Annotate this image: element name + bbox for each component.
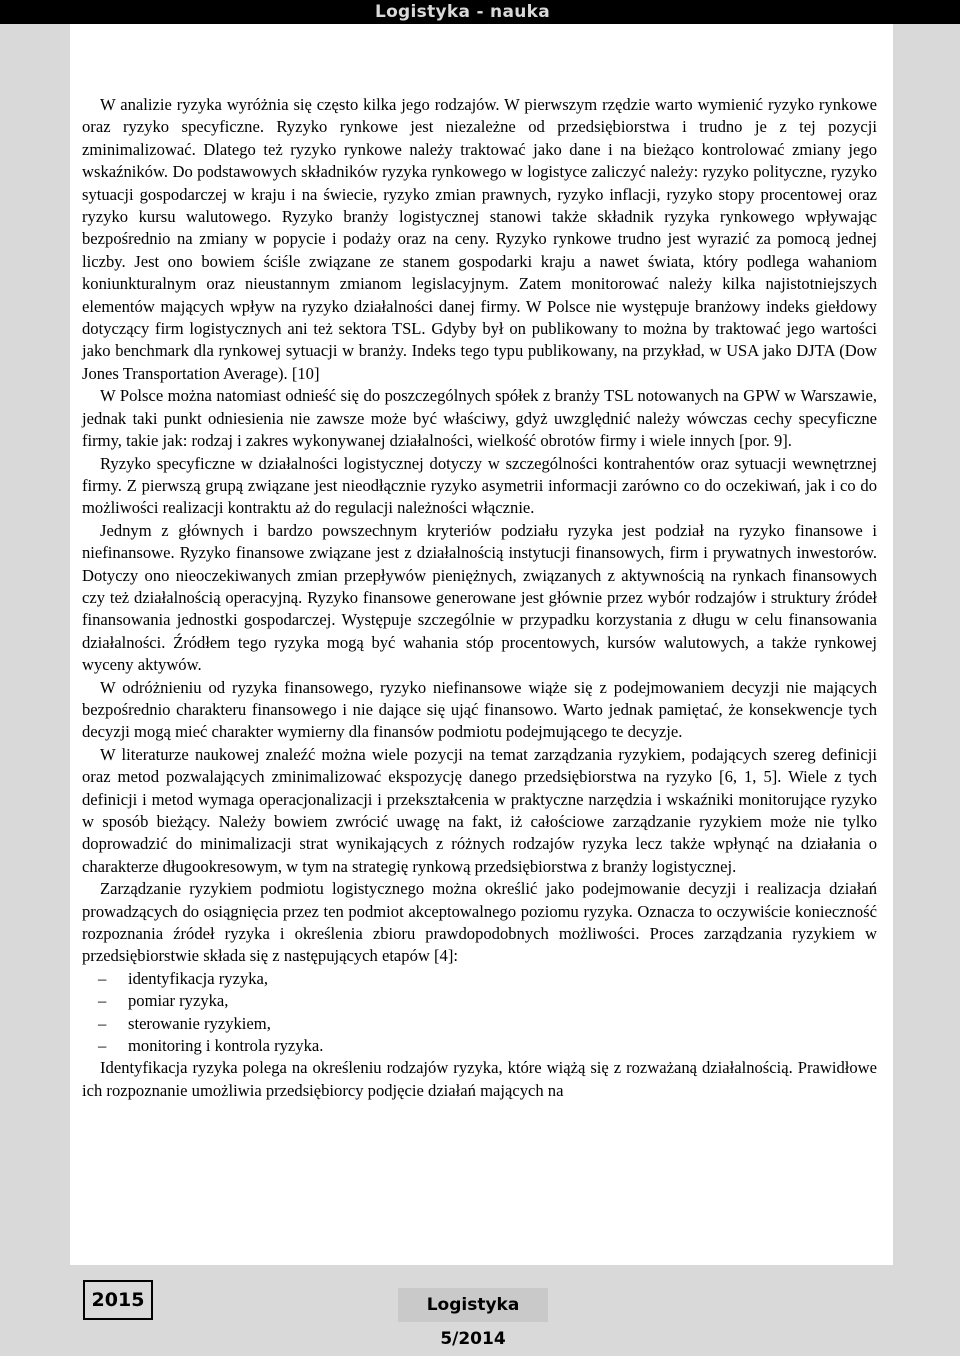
list-dash: –	[98, 1013, 107, 1033]
journal-issue-box	[398, 1288, 548, 1349]
list-dash: –	[98, 1036, 107, 1056]
paragraph-4: Jednym z głównych i bardzo powszechnym kryteriów podziału ryzyka jest podział na ryzyko finansowe i niefinansowe. Ryzyko finansowe związane jest z działalnością instytucji finansowych, firm i prywatnych inwestorów. Dotyczy ono nieoczekiwanych zmian przepływów pieniężnych, związanych z aktywnością na rynkach finansowych czy też działalnością operacyjną. Ryzyko finansowe generowane jest głównie przez wybór rodzajów i struktury źródeł finansowania jednostki gospodarczej. Występuje szczególnie w przypadku korzystania z długu w celu finansowania działalności. Źródłem tego ryzyka mogą być wahania stóp procentowych, kursów walutowych, a także rynkowej wyceny aktywów.	[82, 520, 877, 675]
footer-journal: Logistyka 5/2014	[426, 1295, 520, 1349]
list-dash: –	[98, 968, 107, 988]
paragraph-5: W odróżnieniu od ryzyka finansowego, ryzyko niefinansowe wiąże się z podejmowaniem decyzji nie mających bezpośrednio charakteru finansowego i nie dające się ująć finansowo. Warto jednak pamiętać, że konsekwencje tych decyzji mogą mieć charakter wymierny dla finansów podmiotu podejmującego te decyzje.	[82, 677, 877, 742]
article-body	[82, 94, 877, 1102]
list-item	[82, 1013, 877, 1035]
list-item-text: pomiar ryzyka,	[128, 991, 229, 1011]
paragraph-7: Zarządzanie ryzykiem podmiotu logistycznego można określić jako podejmowanie decyzji i realizacja działań prowadzących do osiągnięcia przez ten podmiot akceptowalnego poziomu ryzyka. Oznacza to oczywiście konieczność rozpoznania źródeł ryzyka i określenia zbioru prawdopodobnych możliwości. Proces zarządzania ryzykiem w przedsiębiorstwie składa się z następujących etapów [4]:	[82, 879, 877, 966]
page-year-box	[83, 1280, 153, 1320]
paragraph-2: W Polsce można natomiast odnieść się do poszczególnych spółek z branży TSL notowanych na GPW w Warszawie, jednak taki punkt odniesienia nie zawsze może być właściwy, gdyż uwzględnić należy wówczas cechy specyficzne firmy, takie jak: rodzaj i zakres wykonywanej działalności, wielkość obrotów firmy i wiele innych [por. 9].	[82, 386, 877, 451]
list-item-text: identyfikacja ryzyka,	[128, 968, 269, 988]
list-item	[82, 968, 877, 990]
footer-year: 2015	[91, 1289, 145, 1311]
header-title: Logistyka - nauka	[374, 2, 550, 22]
paragraph-8: Identyfikacja ryzyka polega na określeniu rodzajów ryzyka, które wiążą się z rozważaną działalnością. Prawidłowe ich rozpoznanie umożliwia przedsiębiorcy podjęcie działań mających na	[82, 1058, 877, 1100]
list-item	[82, 1035, 877, 1057]
list-item-text: monitoring i kontrola ryzyka.	[128, 1036, 324, 1056]
paragraph-1: W analizie ryzyka wyróżnia się często kilka jego rodzajów. W pierwszym rzędzie warto wymienić ryzyko rynkowe oraz ryzyko specyficzne. Ryzyko rynkowe jest niezależne od przedsiębiorstwa i trudno je z tej pozycji zminimalizować. Dlatego też ryzyko rynkowe należy traktować jako dane i na bieżąco kontrolować zmiany jego wskaźników. Do podstawowych składników ryzyka rynkowego w logistyce zaliczyć należy: ryzyko polityczne, ryzyko sytuacji gospodarczej w kraju i na świecie, ryzyko zmian prawnych, ryzyko inflacji, ryzyko stopy procentowej oraz ryzyko kursu walutowego. Ryzyko branży logistycznej stanowi także składnik ryzyka rynkowego wpływając bezpośrednio na zmiany w popycie i podaży oraz na ceny. Ryzyko rynkowe trudno jest wyrazić za pomocą jednej liczby. Jest ono bowiem ściśle związane ze stanem gospodarki kraju a nawet świata, który podlega wahaniom koniunkturalnym oraz nieustannym zmianom legislacyjnym. Zatem monitorować należy kilka najistotniejszych elementów mających wpływ na ryzyko działalności danej firmy. W Polsce nie występuje branżowy indeks giełdowy dotyczący firm logistycznych ani też sektora TSL. Gdyby był on publikowany to można by traktować jego wartości jako benchmark dla rynkowej sytuacji w branży. Indeks tego typu publikowany, na przykład, w USA jako DJTA (Dow Jones Transportation Average). [10]	[82, 95, 877, 383]
paragraph-6: W literaturze naukowej znaleźć można wiele pozycji na temat zarządzania ryzykiem, podających szereg definicji oraz metod pozwalających zminimalizować ekspozycję danego przedsiębiorstwa na ryzyko [6, 1, 5]. Wiele z tych definicji i metod wymaga operacjonalizacji i przekształcenia w praktyczne narzędzia i wskaźniki monitorujące ryzyko w sposób bieżący. Należy bowiem zwrócić uwagę na fakt, iż całościowe zarządzanie ryzykiem może nie tylko doprowadzić do minimalizacji strat wynikających z różnych rodzajów ryzyka lecz także wpłynąć na działania o charakterze długookresowym, w tym na strategię rynkową przedsiębiorstwa z branży logistycznej.	[82, 744, 877, 876]
process-stages-list	[82, 968, 877, 1058]
list-dash: –	[98, 991, 107, 1011]
list-item	[82, 990, 877, 1012]
paragraph-3: Ryzyko specyficzne w działalności logistycznej dotyczy w szczególności kontrahentów oraz sytuacji wewnętrznej firmy. Z pierwszą grupą związane jest nieodłącznie ryzyko asymetrii informacji zarówno co do oczekiwań, jak i co do możliwości realizacji kontraktu aż do regulacji należności włącznie.	[82, 453, 877, 518]
running-header	[0, 0, 960, 24]
list-item-text: sterowanie ryzykiem,	[128, 1013, 271, 1033]
page-sheet	[70, 24, 893, 1265]
